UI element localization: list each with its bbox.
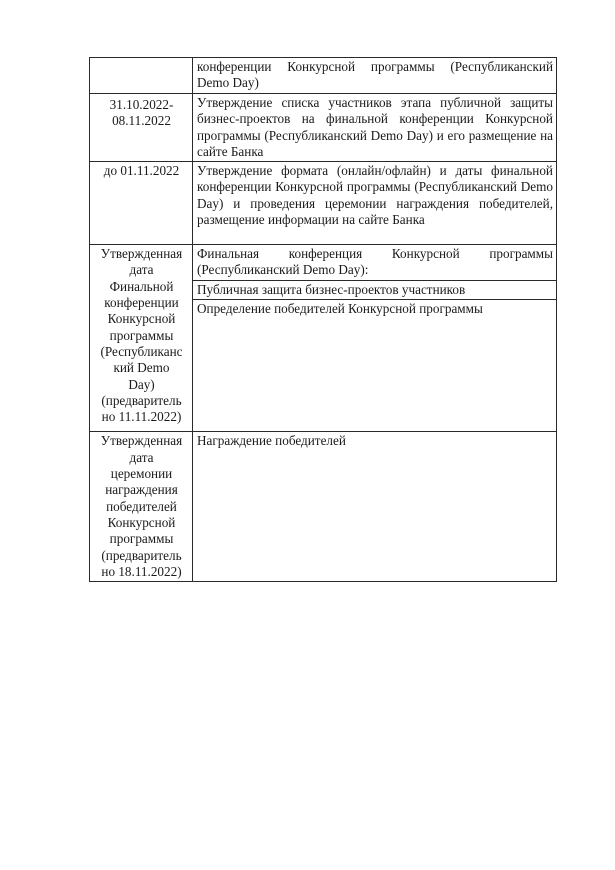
event-cell: Определение победителей Конкурсной программы [193, 300, 557, 432]
date-line: Конкурсной [107, 311, 176, 327]
date-line: но 11.11.2022) [101, 409, 182, 425]
event-line: конференции Конкурсной программы (Республиканский [197, 59, 553, 74]
date-line: дата [129, 449, 154, 465]
date-cell [90, 245, 193, 432]
date-line: награждения [105, 482, 178, 498]
date-line: церемонии [110, 466, 173, 482]
table-row [90, 432, 557, 582]
date-line: Финальной [109, 278, 174, 294]
table-row [90, 94, 557, 162]
event-cell [193, 58, 557, 94]
schedule-table [89, 57, 557, 582]
event-cell: Финальная конференция Конкурсной программы (Республиканский Demo Day): [193, 245, 557, 281]
table-row [90, 162, 557, 245]
date-line: Конкурсной [107, 514, 176, 530]
date-line: (предваритель [101, 547, 182, 563]
table-row [90, 58, 557, 94]
date-cell [90, 58, 193, 94]
date-line: Утвержденная [100, 433, 183, 449]
date-line: кий Demo [113, 360, 170, 376]
date-line: дата [129, 262, 154, 278]
date-line: (Республиканс [100, 343, 183, 359]
date-line: победителей [106, 498, 177, 514]
event-cell: Утверждение списка участников этапа публичной защиты бизнес-проектов на финальной конференции Конкурсной программы (Республиканский Demo Day) и его размещение на сайте Банка [193, 94, 557, 162]
date-line: Утвержденная [100, 246, 183, 262]
date-line: но 18.11.2022) [101, 563, 182, 579]
date-cell [90, 94, 193, 162]
date-cell [90, 432, 193, 582]
date-line: 31.10.2022- [109, 97, 174, 112]
date-line: программы [109, 531, 174, 547]
date-line: программы [109, 327, 174, 343]
date-cell: до 01.11.2022 [90, 162, 193, 245]
table-row [90, 245, 557, 281]
date-line: конференции [104, 295, 179, 311]
event-cell: Награждение победителей [193, 432, 557, 582]
date-line: 08.11.2022 [112, 113, 171, 129]
event-line: Demo Day) [197, 75, 259, 91]
event-cell: Публичная защита бизнес-проектов участников [193, 281, 557, 300]
date-line: Day) [128, 376, 155, 392]
event-cell: Утверждение формата (онлайн/офлайн) и даты финальной конференции Конкурсной программы (Республиканский Demo Day) и проведения церемонии награждения победителей, размещение информации на сайте Банка [193, 162, 557, 245]
date-line: (предваритель [101, 392, 182, 408]
